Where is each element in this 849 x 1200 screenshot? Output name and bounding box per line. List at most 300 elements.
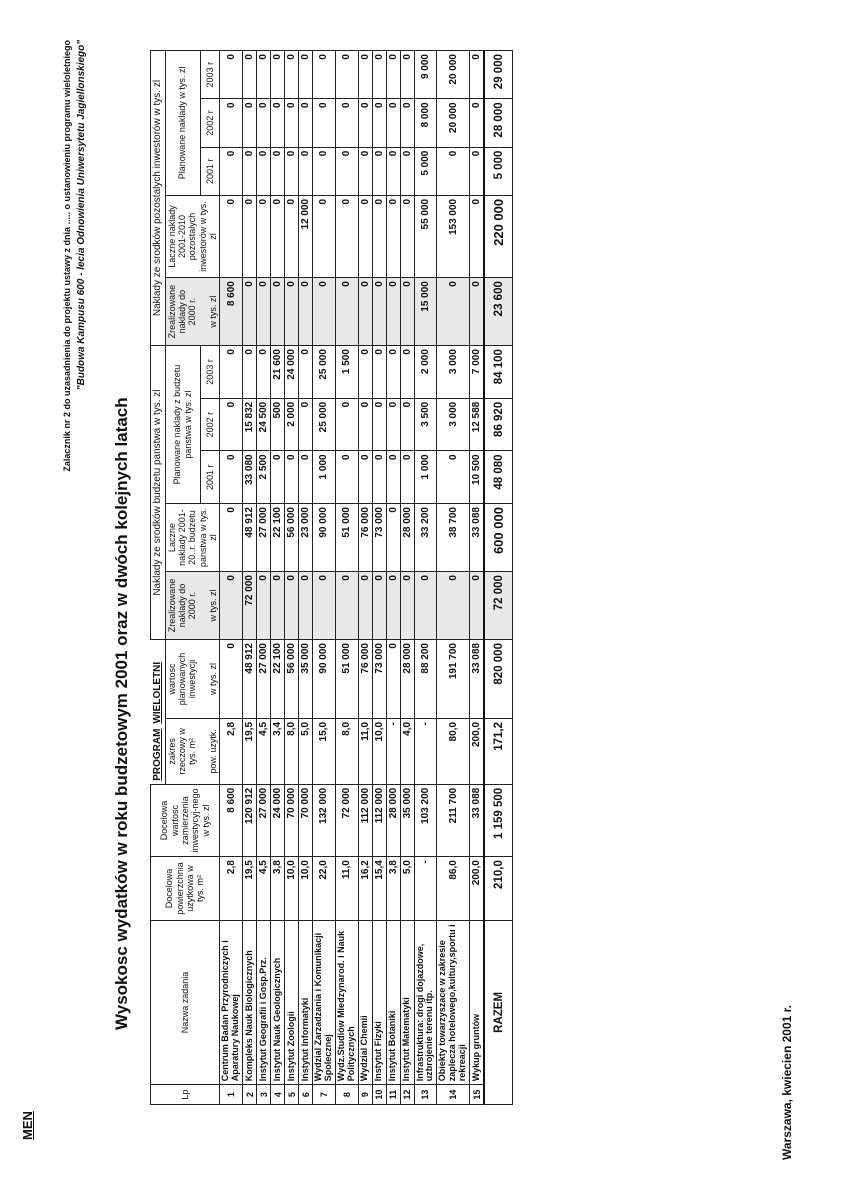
cell-il: 153 000 xyxy=(437,195,470,277)
cell-zakres: - xyxy=(386,718,400,784)
row-name: Instytut Zoologii xyxy=(285,920,299,1085)
total-wart: 1 159 500 xyxy=(484,784,513,856)
cell-il: 0 xyxy=(243,195,257,277)
cell-pow: 15,4 xyxy=(372,857,386,921)
cell-b3: 0 xyxy=(220,346,243,399)
cell-b2: 24 500 xyxy=(257,398,271,451)
col-lp: Lp xyxy=(151,1085,220,1105)
cell-b2: 500 xyxy=(271,398,285,451)
cell-b1: 0 xyxy=(220,451,243,504)
cell-bl: 76 000 xyxy=(358,504,372,572)
col-b-2003: 2003 r xyxy=(200,346,220,399)
cell-zakres: 80,0 xyxy=(437,718,470,784)
cell-bl: 33 200 xyxy=(414,504,437,572)
cell-i3: 0 xyxy=(243,51,257,99)
col-inv-planned: Planowane naklady w tys. zl xyxy=(165,51,200,196)
cell-zakres: 19,5 xyxy=(243,718,257,784)
cell-b1: 0 xyxy=(372,451,386,504)
row-name: Instytut Botaniki xyxy=(386,920,400,1085)
cell-il: 0 xyxy=(285,195,299,277)
budget-group-header: Naklady ze srodków budzetu panstwa w tys. zl xyxy=(151,346,166,640)
cell-wart: 112 000 xyxy=(358,784,372,856)
cell-bz: 0 xyxy=(313,572,336,640)
attachment-note: Zalacznik nr 2 do uzasadnienia do projektu ustawy z dnia ..... o ustanowieniu programu wieloletniego xyxy=(62,40,72,472)
cell-b1: 0 xyxy=(400,451,414,504)
row-name: Infrastruktura: drogi dojazdowe, uzbrojenie terenu itp. xyxy=(414,920,437,1085)
cell-b1: 0 xyxy=(386,451,400,504)
cell-bl: 0 xyxy=(386,504,400,572)
total-il: 220 000 xyxy=(484,195,513,277)
cell-pow: 22,0 xyxy=(313,857,336,921)
cell-bl: 90 000 xyxy=(313,504,336,572)
program-heading xyxy=(151,640,166,785)
table-row xyxy=(358,51,372,1105)
table-row xyxy=(299,51,313,1105)
cell-b3: 0 xyxy=(257,346,271,399)
cell-zakres: 200,0 xyxy=(470,718,485,784)
cell-zakres: 8,0 xyxy=(335,718,358,784)
cell-i3: 0 xyxy=(285,51,299,99)
cell-zakres: 3,4 xyxy=(271,718,285,784)
cell-b3: 0 xyxy=(243,346,257,399)
col-pow: Docelowa powierzchnia uzytkowa w tys. m² xyxy=(151,857,220,921)
col-name: Nazwa zadania xyxy=(151,920,220,1085)
cell-b1: 0 xyxy=(271,451,285,504)
cell-pow: 10,0 xyxy=(285,857,299,921)
cell-wplan: 90 000 xyxy=(313,640,336,719)
cell-i3: 0 xyxy=(358,51,372,99)
cell-i2: 0 xyxy=(386,99,400,147)
cell-i3: 0 xyxy=(220,51,243,99)
cell-wart: 132 000 xyxy=(313,784,336,856)
cell-b2: 15 832 xyxy=(243,398,257,451)
cell-pow: 200,0 xyxy=(470,857,485,921)
cell-bz: 0 xyxy=(386,572,400,640)
table-row xyxy=(400,51,414,1105)
cell-wplan: 88 200 xyxy=(414,640,437,719)
row-lp: 2 xyxy=(243,1085,257,1105)
cell-il: 0 xyxy=(313,195,336,277)
cell-bz: 0 xyxy=(257,572,271,640)
cell-bz: 0 xyxy=(220,572,243,640)
cell-bz: 0 xyxy=(400,572,414,640)
cell-pow: 3,8 xyxy=(271,857,285,921)
cell-i2: 0 xyxy=(285,99,299,147)
total-b2: 86 920 xyxy=(484,398,513,451)
cell-i1: 0 xyxy=(437,147,470,195)
col-zakres: zakres rzeczowy w tys. m² pow. uzytk. xyxy=(165,718,220,784)
cell-il: 0 xyxy=(257,195,271,277)
row-lp: 5 xyxy=(285,1085,299,1105)
cell-zakres: 15,0 xyxy=(313,718,336,784)
cell-bl: 22 100 xyxy=(271,504,285,572)
cell-i2: 0 xyxy=(299,99,313,147)
row-name: Instytut Fizyki xyxy=(372,920,386,1085)
cell-i3: 20 000 xyxy=(437,51,470,99)
cell-b3: 2 000 xyxy=(414,346,437,399)
cell-bl: 38 700 xyxy=(437,504,470,572)
cell-zakres: 4,0 xyxy=(400,718,414,784)
cell-b3: 1 500 xyxy=(335,346,358,399)
cell-zakres: 4,5 xyxy=(257,718,271,784)
cell-b3: 3 000 xyxy=(437,346,470,399)
cell-bl: 73 000 xyxy=(372,504,386,572)
cell-wart: 211 700 xyxy=(437,784,470,856)
cell-wart: 70 000 xyxy=(285,784,299,856)
expenditure-table xyxy=(150,50,513,1105)
cell-b2: 0 xyxy=(299,398,313,451)
cell-b3: 7 000 xyxy=(470,346,485,399)
cell-pow: 3,8 xyxy=(386,857,400,921)
cell-zakres: 8,0 xyxy=(285,718,299,784)
cell-bz: 0 xyxy=(285,572,299,640)
cell-wplan: 22 100 xyxy=(271,640,285,719)
cell-i2: 0 xyxy=(257,99,271,147)
row-name: Instytut Informatyki xyxy=(299,920,313,1085)
cell-il: 0 xyxy=(220,195,243,277)
col-inv-realized: Zrealizowane naklady do 2000 r. w tys. zl xyxy=(165,278,220,346)
footer-place-date: Warszawa, kwiecien 2001 r. xyxy=(780,1005,794,1160)
cell-pow: 4,5 xyxy=(257,857,271,921)
cell-bz: 72 000 xyxy=(243,572,257,640)
row-lp: 7 xyxy=(313,1085,336,1105)
table-row xyxy=(220,51,243,1105)
men-label: MEN xyxy=(20,1111,35,1140)
cell-b1: 0 xyxy=(437,451,470,504)
cell-b2: 12 588 xyxy=(470,398,485,451)
cell-iz: 0 xyxy=(335,278,358,346)
col-b-2001: 2001 r xyxy=(200,451,220,504)
cell-il: 55 000 xyxy=(414,195,437,277)
cell-iz: 0 xyxy=(243,278,257,346)
cell-b2: 25 000 xyxy=(313,398,336,451)
cell-zakres: 10,0 xyxy=(372,718,386,784)
cell-wplan: 51 000 xyxy=(335,640,358,719)
total-b1: 48 080 xyxy=(484,451,513,504)
program-label: PROGRAM xyxy=(151,728,163,781)
row-name: Wykup gruntów xyxy=(470,920,485,1085)
cell-pow: 10,0 xyxy=(299,857,313,921)
cell-i2: 20 000 xyxy=(437,99,470,147)
cell-i2: 0 xyxy=(243,99,257,147)
cell-i1: 0 xyxy=(400,147,414,195)
cell-i1: 5 000 xyxy=(414,147,437,195)
cell-i2: 0 xyxy=(335,99,358,147)
cell-i1: 0 xyxy=(285,147,299,195)
cell-wart: 35 000 xyxy=(400,784,414,856)
total-pow: 210,0 xyxy=(484,857,513,921)
cell-il: 12 000 xyxy=(299,195,313,277)
col-budget-realized: Zrealizowane naklady do 2000 r. w tys. zl xyxy=(165,572,220,640)
cell-b3: 0 xyxy=(358,346,372,399)
cell-pow: 5,0 xyxy=(400,857,414,921)
cell-bl: 33 088 xyxy=(470,504,485,572)
row-name: Obiekty towarzyszace w zakresie zaplecza hotelowego,kultury,sportu i rekreacji xyxy=(437,920,470,1085)
cell-wplan: 0 xyxy=(220,640,243,719)
cell-bz: 0 xyxy=(271,572,285,640)
cell-wplan: 33 088 xyxy=(470,640,485,719)
row-lp: 13 xyxy=(414,1085,437,1105)
col-budget-planned: Planowane naklady z budzetu panstwa w tys. zl xyxy=(165,346,200,504)
cell-b1: 1 000 xyxy=(414,451,437,504)
cell-bl: 56 000 xyxy=(285,504,299,572)
cell-b2: 0 xyxy=(358,398,372,451)
row-name: Wydzial Zarzadzania i Komunikacji Spolecznej xyxy=(313,920,336,1085)
program-name: "Budowa Kampusu 600 - lecia Odnowienia Uniwersytetu Jagiellonskiego" xyxy=(76,40,87,391)
cell-b1: 0 xyxy=(299,451,313,504)
row-name: Instytut Matematyki xyxy=(400,920,414,1085)
cell-i3: 0 xyxy=(400,51,414,99)
total-i3: 29 000 xyxy=(484,51,513,99)
cell-wart: 27 000 xyxy=(257,784,271,856)
cell-b3: 21 600 xyxy=(271,346,285,399)
row-lp: 11 xyxy=(386,1085,400,1105)
total-zakres: 171,2 xyxy=(484,718,513,784)
total-bz: 72 000 xyxy=(484,572,513,640)
cell-iz: 0 xyxy=(313,278,336,346)
table-body xyxy=(220,51,484,1105)
cell-b1: 0 xyxy=(285,451,299,504)
cell-bl: 28 000 xyxy=(400,504,414,572)
row-lp: 3 xyxy=(257,1085,271,1105)
cell-i3: 0 xyxy=(386,51,400,99)
cell-i1: 0 xyxy=(386,147,400,195)
cell-iz: 0 xyxy=(470,278,485,346)
cell-pow: 2,8 xyxy=(220,857,243,921)
cell-wplan: 73 000 xyxy=(372,640,386,719)
cell-bz: 0 xyxy=(358,572,372,640)
cell-i1: 0 xyxy=(335,147,358,195)
cell-il: 0 xyxy=(470,195,485,277)
col-i-2002: 2002 r xyxy=(200,99,220,147)
cell-i1: 0 xyxy=(257,147,271,195)
cell-iz: 0 xyxy=(299,278,313,346)
cell-wart: 70 000 xyxy=(299,784,313,856)
table-row xyxy=(470,51,485,1105)
table-row xyxy=(386,51,400,1105)
cell-b3: 0 xyxy=(400,346,414,399)
cell-i1: 0 xyxy=(313,147,336,195)
table-row xyxy=(243,51,257,1105)
row-name: Wydzial Chemii xyxy=(358,920,372,1085)
cell-i2: 0 xyxy=(220,99,243,147)
cell-iz: 0 xyxy=(386,278,400,346)
cell-b2: 2 000 xyxy=(285,398,299,451)
row-lp: 4 xyxy=(271,1085,285,1105)
cell-b1: 2 500 xyxy=(257,451,271,504)
cell-b1: 33 080 xyxy=(243,451,257,504)
cell-wplan: 56 000 xyxy=(285,640,299,719)
total-bl: 600 000 xyxy=(484,504,513,572)
cell-iz: 0 xyxy=(372,278,386,346)
row-name: Wydz.Studiów Miedzynarod. i Nauk Politycznych xyxy=(335,920,358,1085)
cell-zakres: 11,0 xyxy=(358,718,372,784)
table-row xyxy=(335,51,358,1105)
cell-il: 0 xyxy=(358,195,372,277)
cell-i1: 0 xyxy=(243,147,257,195)
cell-i3: 9 000 xyxy=(414,51,437,99)
cell-b1: 0 xyxy=(358,451,372,504)
cell-wplan: 191 700 xyxy=(437,640,470,719)
cell-i3: 0 xyxy=(271,51,285,99)
cell-iz: 8 600 xyxy=(220,278,243,346)
cell-b3: 24 000 xyxy=(285,346,299,399)
cell-zakres: 5,0 xyxy=(299,718,313,784)
cell-i3: 0 xyxy=(335,51,358,99)
cell-il: 0 xyxy=(372,195,386,277)
cell-b2: 0 xyxy=(386,398,400,451)
cell-wplan: 35 000 xyxy=(299,640,313,719)
table-row xyxy=(285,51,299,1105)
cell-b1: 1 000 xyxy=(313,451,336,504)
cell-b3: 0 xyxy=(299,346,313,399)
wieloletni-label: WIELOLETNI xyxy=(151,661,163,724)
cell-b2: 3 500 xyxy=(414,398,437,451)
row-name: Kompleks Nauk Biologicznych xyxy=(243,920,257,1085)
cell-pow: - xyxy=(414,857,437,921)
cell-wart: 120 912 xyxy=(243,784,257,856)
cell-iz: 0 xyxy=(257,278,271,346)
row-lp: 6 xyxy=(299,1085,313,1105)
cell-iz: 0 xyxy=(358,278,372,346)
cell-pow: 11,0 xyxy=(335,857,358,921)
cell-wplan: 0 xyxy=(386,640,400,719)
cell-i1: 0 xyxy=(358,147,372,195)
table-row xyxy=(257,51,271,1105)
cell-iz: 0 xyxy=(437,278,470,346)
cell-bz: 0 xyxy=(470,572,485,640)
cell-b2: 0 xyxy=(400,398,414,451)
total-label: RAZEM xyxy=(484,920,513,1104)
cell-wart: 112 000 xyxy=(372,784,386,856)
cell-pow: 86,0 xyxy=(437,857,470,921)
cell-pow: 16,2 xyxy=(358,857,372,921)
cell-il: 0 xyxy=(400,195,414,277)
investors-group-header: Naklady ze srodków pozostalych inwestorów w tys. zl xyxy=(151,51,166,346)
row-name: Centrum Badan Przyrodniczych i Aparatury Naukowej xyxy=(220,920,243,1085)
cell-bz: 0 xyxy=(335,572,358,640)
cell-i2: 8 000 xyxy=(414,99,437,147)
cell-b1: 10 500 xyxy=(470,451,485,504)
table-row xyxy=(271,51,285,1105)
cell-bz: 0 xyxy=(414,572,437,640)
cell-il: 0 xyxy=(335,195,358,277)
cell-i2: 0 xyxy=(470,99,485,147)
cell-iz: 0 xyxy=(400,278,414,346)
total-wplan: 820 000 xyxy=(484,640,513,719)
cell-i2: 0 xyxy=(400,99,414,147)
total-iz: 23 600 xyxy=(484,278,513,346)
cell-i2: 0 xyxy=(271,99,285,147)
cell-bl: 27 000 xyxy=(257,504,271,572)
cell-bl: 0 xyxy=(220,504,243,572)
col-inv-total: Laczne naklady 2001-2010 pozostalych inwestorów w tys. zl xyxy=(165,195,220,277)
table-row xyxy=(372,51,386,1105)
cell-wart: 103 200 xyxy=(414,784,437,856)
cell-il: 0 xyxy=(386,195,400,277)
cell-iz: 15 000 xyxy=(414,278,437,346)
cell-bz: 0 xyxy=(437,572,470,640)
cell-i1: 0 xyxy=(372,147,386,195)
row-name: Instytut Geografii i Gosp.Prz. xyxy=(257,920,271,1085)
col-budget-total: Laczne naklady 2001-20..r. budzetu panstwa w tys. zl xyxy=(165,504,220,572)
row-lp: 10 xyxy=(372,1085,386,1105)
cell-b3: 25 000 xyxy=(313,346,336,399)
cell-b2: 3 000 xyxy=(437,398,470,451)
cell-wart: 28 000 xyxy=(386,784,400,856)
cell-i3: 0 xyxy=(372,51,386,99)
total-i2: 28 000 xyxy=(484,99,513,147)
cell-wart: 72 000 xyxy=(335,784,358,856)
table-row xyxy=(313,51,336,1105)
cell-bl: 48 912 xyxy=(243,504,257,572)
col-wartosc-plan: wartosc planowanych inwestycji w tys. zl xyxy=(165,640,220,719)
cell-b3: 0 xyxy=(372,346,386,399)
total-i1: 5 000 xyxy=(484,147,513,195)
cell-bz: 0 xyxy=(299,572,313,640)
row-lp: 9 xyxy=(358,1085,372,1105)
row-lp: 14 xyxy=(437,1085,470,1105)
row-lp: 1 xyxy=(220,1085,243,1105)
cell-wplan: 27 000 xyxy=(257,640,271,719)
row-name: Instytut Nauk Geologicznych xyxy=(271,920,285,1085)
cell-b2: 0 xyxy=(220,398,243,451)
col-wart: Docelowa wartosc zamierzenia inwestycyj-nego w tys. zl xyxy=(151,784,220,856)
col-i-2001: 2001 r xyxy=(200,147,220,195)
cell-i3: 0 xyxy=(470,51,485,99)
cell-il: 0 xyxy=(271,195,285,277)
cell-wplan: 76 000 xyxy=(358,640,372,719)
cell-i3: 0 xyxy=(313,51,336,99)
cell-wart: 24 000 xyxy=(271,784,285,856)
cell-b2: 0 xyxy=(335,398,358,451)
cell-i3: 0 xyxy=(257,51,271,99)
cell-wplan: 28 000 xyxy=(400,640,414,719)
table-row xyxy=(414,51,437,1105)
col-b-2002: 2002 r xyxy=(200,398,220,451)
total-b3: 84 100 xyxy=(484,346,513,399)
col-i-2003: 2003 r xyxy=(200,51,220,99)
cell-i3: 0 xyxy=(299,51,313,99)
cell-i1: 0 xyxy=(271,147,285,195)
cell-zakres: 2,8 xyxy=(220,718,243,784)
cell-pow: 19,5 xyxy=(243,857,257,921)
cell-b1: 0 xyxy=(335,451,358,504)
cell-wart: 8 600 xyxy=(220,784,243,856)
cell-iz: 0 xyxy=(285,278,299,346)
cell-zakres: - xyxy=(414,718,437,784)
row-lp: 15 xyxy=(470,1085,485,1105)
row-lp: 12 xyxy=(400,1085,414,1105)
total-row xyxy=(484,51,513,1105)
cell-i2: 0 xyxy=(358,99,372,147)
cell-bl: 23 000 xyxy=(299,504,313,572)
cell-i2: 0 xyxy=(372,99,386,147)
cell-wplan: 48 912 xyxy=(243,640,257,719)
page-title: Wysokosc wydatków w roku budzetowym 2001 oraz w dwóch kolejnych latach xyxy=(112,397,131,1030)
cell-b2: 0 xyxy=(372,398,386,451)
cell-i1: 0 xyxy=(470,147,485,195)
cell-wart: 33 088 xyxy=(470,784,485,856)
cell-bl: 51 000 xyxy=(335,504,358,572)
cell-i1: 0 xyxy=(220,147,243,195)
table-row xyxy=(437,51,470,1105)
cell-i1: 0 xyxy=(299,147,313,195)
cell-b3: 0 xyxy=(386,346,400,399)
cell-i2: 0 xyxy=(313,99,336,147)
row-lp: 8 xyxy=(335,1085,358,1105)
cell-iz: 0 xyxy=(271,278,285,346)
